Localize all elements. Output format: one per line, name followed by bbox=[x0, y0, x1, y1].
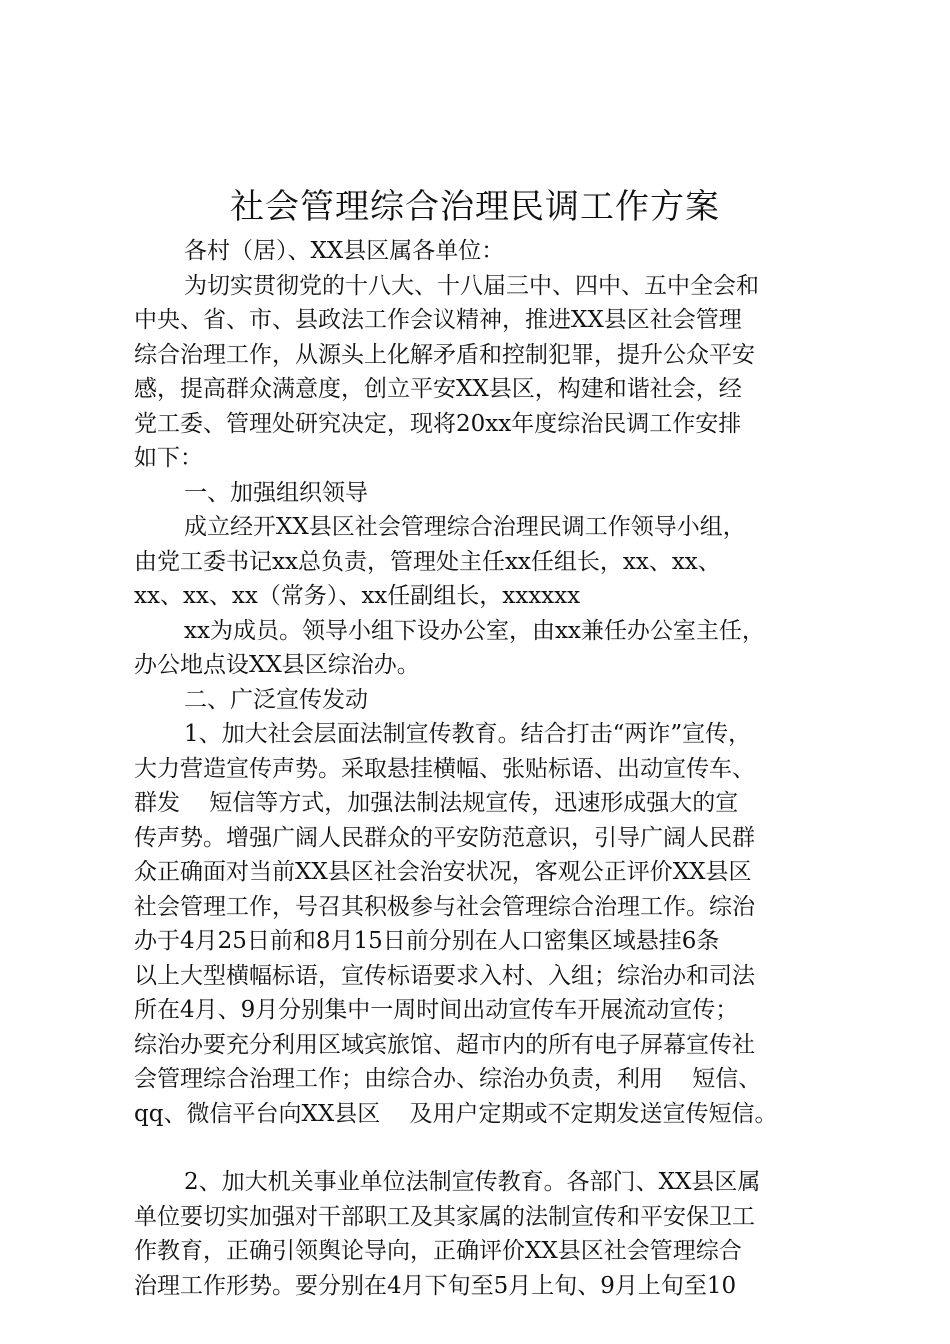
paragraph-line: 感，提高群众满意度，创立平安XX县区，构建和谐社会，经 bbox=[134, 376, 742, 402]
page-title: 社会管理综合治理民调工作方案 bbox=[230, 187, 720, 227]
paragraph-line: 办公地点设XX县区综治办。 bbox=[134, 652, 420, 678]
section-heading: 二、广泛宣传发动 bbox=[184, 686, 368, 713]
paragraph-line: 为切实贯彻党的十八大、十八届三中、四中、五中全会和 bbox=[184, 272, 759, 299]
paragraph-line: 综治办要充分利用区域宾旅馆、超市内的所有电子屏幕宣传社 bbox=[134, 1031, 755, 1058]
paragraph-line: 传声势。增强广阔人民群众的平安防范意识，引导广阔人民群 bbox=[134, 824, 755, 851]
paragraph-line: 成立经开XX县区社会管理综合治理民调工作领导小组， bbox=[184, 514, 746, 540]
paragraph-line: 党工委、管理处研究决定，现将20xx年度综治民调工作安排 bbox=[134, 410, 742, 437]
paragraph-line: 办于4月25日前和8月15日前分别在人口密集区域悬挂6条 bbox=[134, 928, 720, 954]
salutation-line: 各村（居）、XX县区属各单位： bbox=[184, 238, 505, 264]
paragraph-line: 综合治理工作，从源头上化解矛盾和控制犯罪，提升公众平安 bbox=[134, 341, 755, 368]
paragraph-line: xx、xx、xx（常务）、xx任副组长，xxxxxx bbox=[134, 583, 581, 609]
paragraph-line: 会管理综合治理工作；由综合办、综治办负责，利用 短信、 bbox=[134, 1066, 762, 1092]
paragraph-line: 众正确面对当前XX县区社会治安状况，客观公正评价XX县区 bbox=[134, 859, 752, 885]
paragraph-gap bbox=[134, 1131, 834, 1165]
document-body bbox=[134, 234, 834, 1303]
paragraph-line: 如下： bbox=[134, 445, 203, 471]
paragraph-line: 所在4月、9月分别集中一周时间出动宣传车开展流动宣传； bbox=[134, 997, 739, 1023]
paragraph-line: 作教育，正确引领舆论导向，正确评价XX县区社会管理综合 bbox=[134, 1238, 742, 1264]
paragraph-line: 单位要切实加强对干部职工及其家属的法制宣传和平安保卫工 bbox=[134, 1203, 755, 1230]
paragraph-line: 1、加大社会层面法制宣传教育。结合打击“两诈”宣传， bbox=[184, 721, 752, 747]
paragraph-line: qq、微信平台向XX县区 及用户定期或不定期发送宣传短信。 bbox=[134, 1100, 778, 1127]
paragraph-line: 由党工委书记xx总负责，管理处主任xx任组长，xx、xx、 bbox=[134, 548, 721, 575]
paragraph-line: 大力营造宣传声势。采取悬挂横幅、张贴标语、出动宣传车、 bbox=[134, 755, 755, 782]
paragraph-line: 中央、省、市、县政法工作会议精神，推进XX县区社会管理 bbox=[134, 307, 742, 333]
section-heading: 一、加强组织领导 bbox=[184, 479, 368, 506]
paragraph-line: 2、加大机关事业单位法制宣传教育。各部门、XX县区属 bbox=[184, 1169, 761, 1195]
paragraph-line: 以上大型横幅标语，宣传标语要求入村、入组；综治办和司法 bbox=[134, 962, 755, 989]
paragraph-line: 社会管理工作，号召其积极参与社会管理综合治理工作。综治 bbox=[134, 893, 755, 920]
paragraph-line: xx为成员。领导小组下设办公室，由xx兼任办公室主任， bbox=[184, 617, 765, 644]
paragraph-line: 群发 短信等方式，加强法制法规宣传，迅速形成强大的宣 bbox=[134, 790, 739, 816]
paragraph-line: 治理工作形势。要分别在4月下旬至5月上旬、9月上旬至10 bbox=[134, 1272, 737, 1299]
